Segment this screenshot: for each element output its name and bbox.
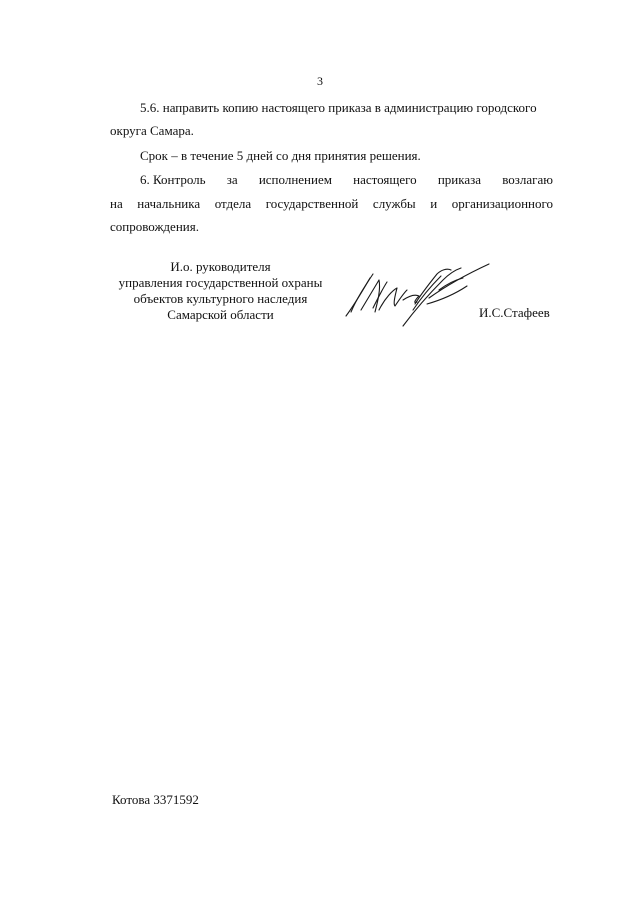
signatory-title-line: управления государственной охраны xyxy=(118,275,323,290)
word: за xyxy=(226,172,238,187)
word: приказа xyxy=(437,172,482,187)
handwritten-signature xyxy=(343,260,493,330)
paragraph-item-5-6-line2: округа Самара. xyxy=(110,123,194,138)
page-number: 3 xyxy=(317,74,323,88)
signatory-title-line: И.о. руководителя xyxy=(170,259,271,274)
word: настоящего xyxy=(353,172,417,187)
word: организационного xyxy=(451,196,553,211)
executor-note: Котова 3371592 xyxy=(112,792,199,807)
signatory-title xyxy=(108,259,333,323)
signatory-title-line: Самарской области xyxy=(167,307,274,322)
paragraph-item-6-cont xyxy=(110,192,553,215)
paragraph-item-6-line1 xyxy=(140,168,553,191)
word: отдела xyxy=(214,196,252,211)
word: исполнением xyxy=(258,172,332,187)
word: на xyxy=(110,196,123,211)
word: службы xyxy=(372,196,416,211)
word: начальника xyxy=(137,196,201,211)
word: возлагаю xyxy=(502,172,553,187)
paragraph-item-5-6-cont xyxy=(110,119,194,142)
paragraph-item-6 xyxy=(140,168,553,191)
signatory-title-line: объектов культурного наследия xyxy=(133,291,308,306)
paragraph-item-5-6 xyxy=(140,96,537,119)
word: государственной xyxy=(265,196,359,211)
deadline-paragraph: Срок – в течение 5 дней со дня принятия решения. xyxy=(140,148,421,163)
paragraph-item-6-end: сопровождения. xyxy=(110,219,199,234)
paragraph-item-5-6-line1: 5.6. направить копию настоящего приказа в администрацию городского xyxy=(140,100,537,115)
word: 6. Контроль xyxy=(140,172,206,187)
signer-name: И.С.Стафеев xyxy=(479,305,550,320)
word: и xyxy=(430,196,438,211)
paragraph-item-6-line2 xyxy=(110,192,553,215)
